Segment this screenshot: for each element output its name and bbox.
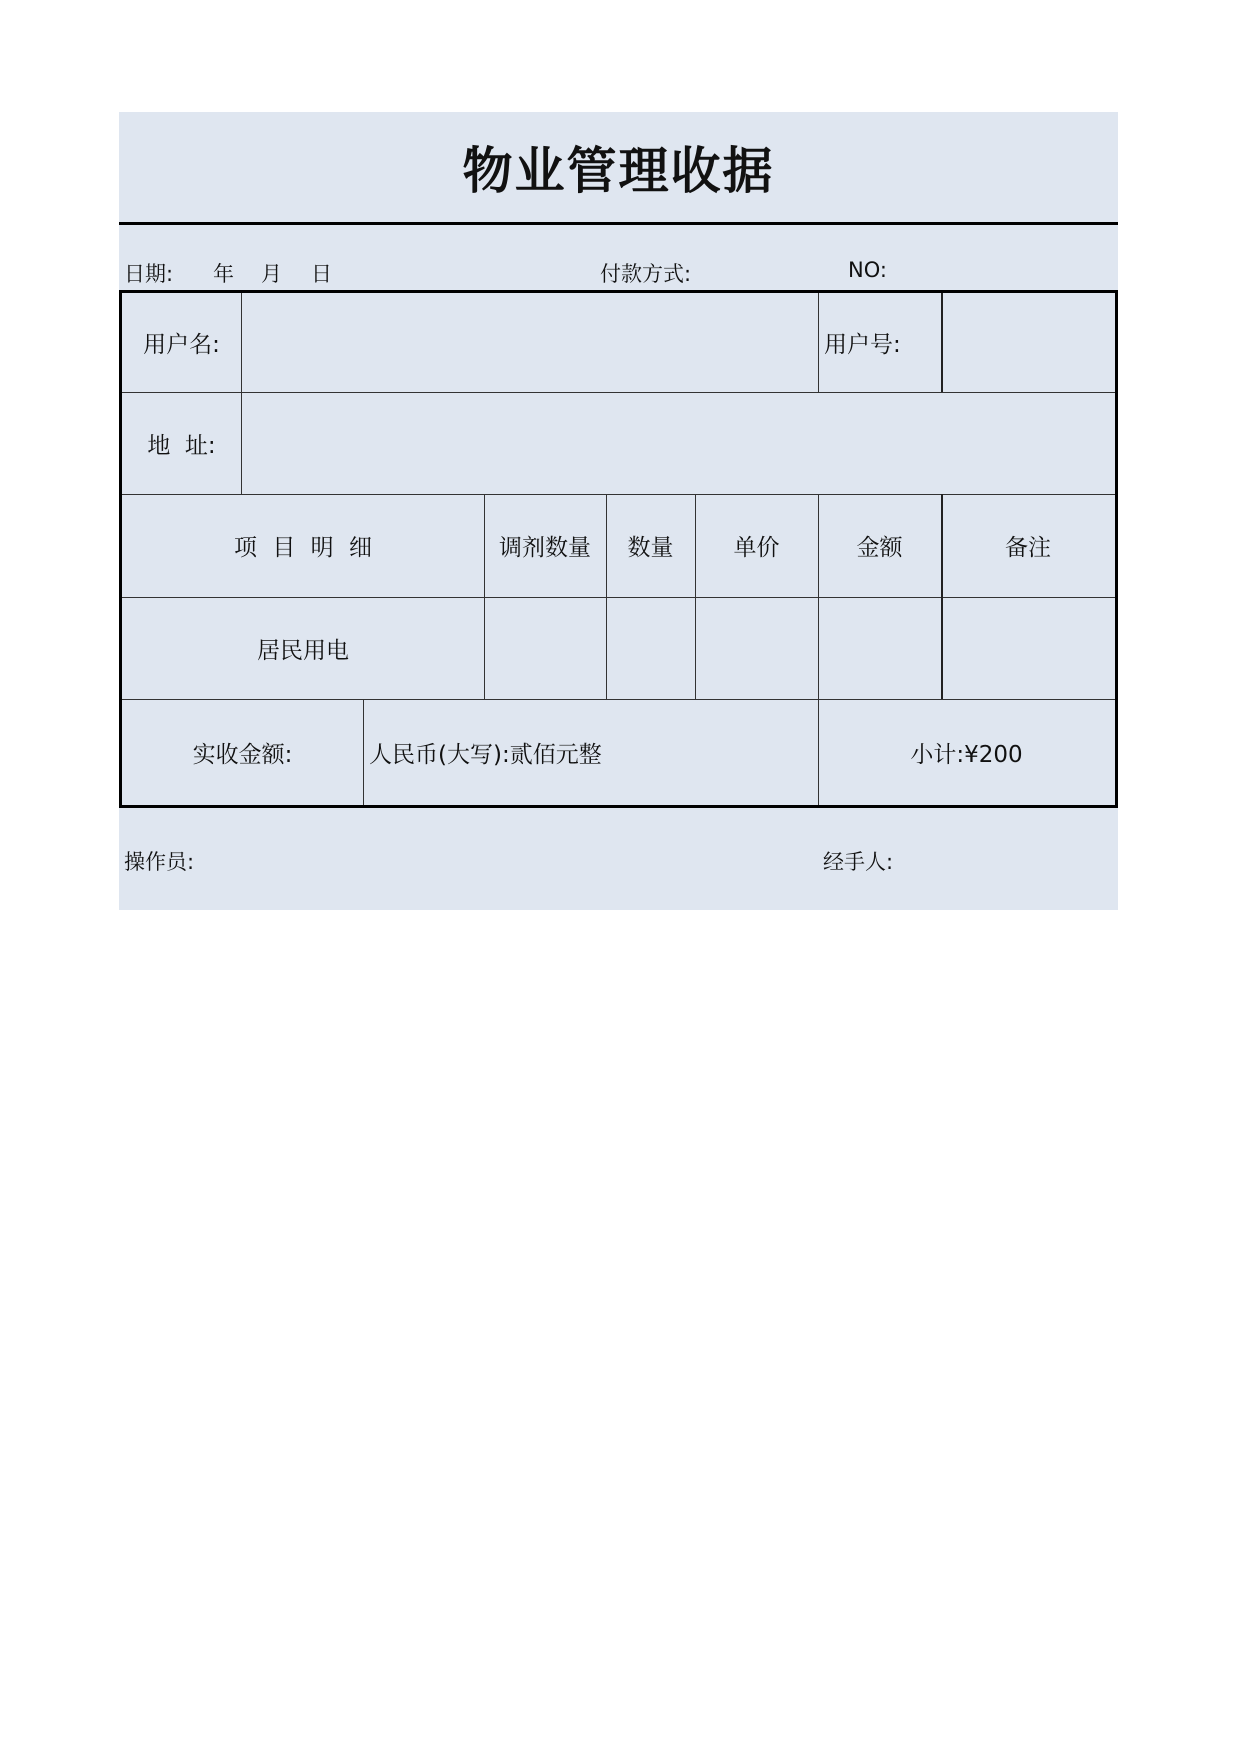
date-year-label: 年: [213, 262, 234, 286]
username-label: 用户名:: [143, 332, 220, 358]
header-quantity: 数量: [627, 535, 674, 561]
header-item-detail: 项 目 明 细: [234, 535, 372, 561]
amount-received-label: 实收金额:: [192, 741, 293, 768]
receipt-table: [119, 290, 1118, 808]
header-amount: 金额: [856, 535, 903, 561]
title-divider: [119, 222, 1118, 225]
address-value: [241, 392, 1115, 494]
header-unit-price: 单价: [733, 535, 780, 561]
payment-method-label: 付款方式:: [600, 262, 692, 286]
user-number-value: [941, 293, 1115, 392]
address-label: 地 址:: [147, 432, 216, 459]
receipt-number-label: NO:: [848, 258, 887, 282]
user-number-label: 用户号:: [824, 332, 901, 358]
amount-in-words: 人民币(大写):贰佰元整: [369, 741, 602, 768]
date-month-label: 月: [261, 262, 282, 286]
subtotal: 小计:¥200: [910, 741, 1023, 768]
handler-label: 经手人:: [823, 850, 894, 874]
receipt-sheet: [119, 112, 1118, 910]
item-residential-electricity: 居民用电: [257, 637, 349, 664]
receipt-title: 物业管理收据: [462, 142, 775, 200]
header-adjusted-quantity: 调剂数量: [499, 535, 591, 561]
username-value: [241, 293, 818, 392]
operator-label: 操作员:: [124, 850, 195, 874]
date-day-label: 日: [311, 262, 332, 286]
date-label: 日期:: [124, 262, 174, 286]
header-remarks: 备注: [1005, 535, 1051, 561]
